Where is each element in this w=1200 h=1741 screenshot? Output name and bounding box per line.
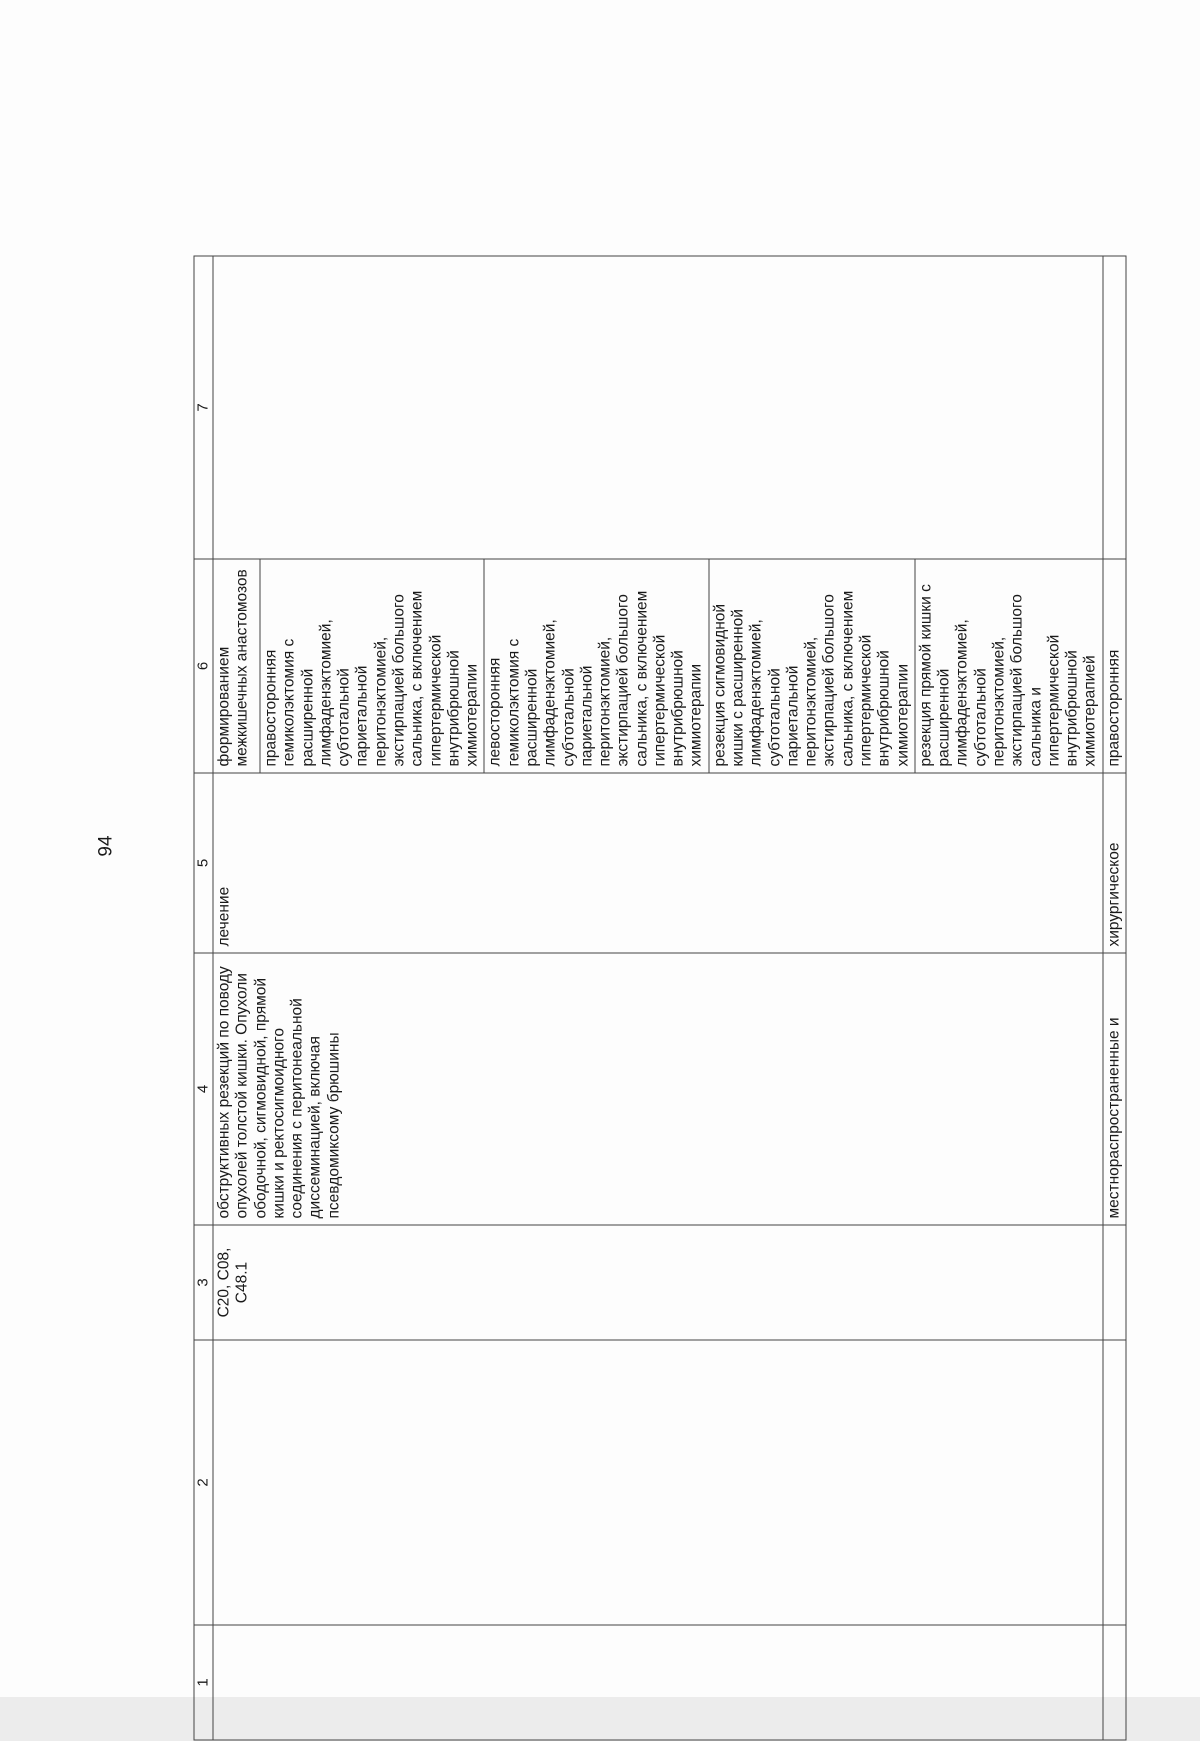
page-number: 94 [95,835,117,857]
col-header-2: 2 [194,1340,213,1625]
col-header-5: 5 [194,773,213,953]
method-cell: резекция сигмовидной кишки с расширенной лимфаденэктомией, субтотальной париетальной перитонэктомией, экстирпацией большого сальника, с включением гипертермической внутрибрюшной химиотерапии [709,559,915,773]
diagnosis-cell: обструктивных резекций по поводу опухолей толстой кишки. Опухоли ободочной, сигмовидной, прямой кишки и ректосигмоидного соединения с перитонеальной диссеминацией, включая псевдомиксому брюшины [213,953,1103,1225]
treatment-type-cell: лечение [213,773,1103,953]
col-header-6: 6 [194,559,213,773]
col-header-3: 3 [194,1225,213,1340]
cell-col7 [1103,256,1126,559]
diagnosis-cell: местнораспространенные и [1103,953,1126,1225]
icd-codes-cell: C20, C08, C48.1 [213,1225,1103,1340]
table-row [213,256,260,1740]
cell-col1 [213,1625,1103,1740]
col-header-1: 1 [194,1625,213,1740]
procedures-table [194,256,1127,1741]
col-header-7: 7 [194,256,213,559]
method-cell: левосторонняя гемиколэктомия с расширенной лимфаденэктомией, субтотальной париетальной перитонэктомией, экстирпацией большого сальника, с включением гипертермической внутрибрюшной химиотерапии [484,559,708,773]
cell-col7 [213,256,1103,559]
cell-col3 [1103,1225,1126,1340]
method-cell: формированием межкишечных анастомозов [213,559,260,773]
method-cell: резекция прямой кишки с расширенной лимфаденэктомией, субтотальной перитонэктомией, экстирпацией большого сальника и гипертермической внутрибрюшной химиотерапией [915,559,1103,773]
col-header-4: 4 [194,953,213,1225]
method-cell: правосторонняя гемиколэктомия с расширенной лимфаденэктомией, субтотальной париетальной перитонэктомией, экстирпацией большого сальника, с включением гипертермической внутрибрюшной химиотерапии [260,559,484,773]
treatment-type-cell: хирургическое [1103,773,1126,953]
rotated-table-sheet [194,257,1123,1741]
cell-col2 [213,1340,1103,1625]
cell-col2 [1103,1340,1126,1625]
header-row [194,256,213,1740]
table-row [1103,256,1126,1740]
method-cell: правосторонняя [1103,559,1126,773]
cell-col1 [1103,1625,1126,1740]
